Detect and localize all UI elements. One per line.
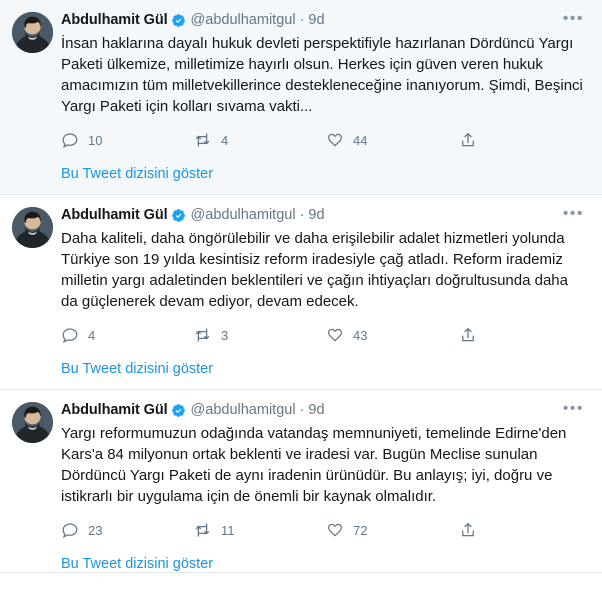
more-options-icon[interactable]: ••• <box>562 400 584 417</box>
user-handle[interactable]: @abdulhamitgul <box>190 402 296 418</box>
retweet-icon <box>193 521 212 539</box>
verified-badge-icon <box>171 208 186 223</box>
user-handle[interactable]: @abdulhamitgul <box>190 12 296 28</box>
like-count: 72 <box>353 522 368 538</box>
reply-count: 4 <box>88 327 96 343</box>
tweet-text: Yargı reformumuzun odağında vatandaş memnuniyeti, temelinde Edirne'den Kars'a 84 milyonun ortak beklenti ve iradesi var. Bugün Meclise sunulan Dördüncü Yargı Paketi de aynı iradenin ürünüdür. Bu anlayış; iyi, doğru ve istikrarlı bir uygulama için de önemli bir kaynak olmalıdır. <box>61 425 567 505</box>
separator: · <box>299 402 305 418</box>
avatar[interactable] <box>12 402 53 443</box>
heart-icon <box>326 326 344 344</box>
tweet-body <box>61 10 590 194</box>
more-options-icon[interactable]: ••• <box>562 205 584 222</box>
reply-count: 10 <box>88 132 103 148</box>
separator: · <box>299 207 305 223</box>
display-name[interactable]: Abdulhamit Gül <box>61 207 168 223</box>
reply-button[interactable] <box>61 324 193 346</box>
like-button[interactable] <box>326 519 459 541</box>
retweet-count: 11 <box>221 522 235 538</box>
reply-icon <box>61 131 79 149</box>
show-thread-link[interactable]: Bu Tweet dizisini göster <box>61 166 214 182</box>
like-count: 44 <box>353 132 368 148</box>
separator: · <box>299 12 305 28</box>
show-thread-link[interactable]: Bu Tweet dizisini göster <box>61 361 214 377</box>
avatar-column <box>12 400 61 572</box>
avatar[interactable] <box>12 207 53 248</box>
tweet-text: İnsan haklarına dayalı hukuk devleti perspektifiyle hazırlanan Dördüncü Yargı Paketi ülkemize, milletimize hayırlı olsun. Herkes için güven veren hukuk amacımızın tüm milletvekillerince destekleneceğine inanıyorum. Şimdi, Beşinci Yargı Paketi için kolları sıvama vakti... <box>61 35 583 115</box>
tweet-item[interactable] <box>0 195 602 390</box>
tweet-item[interactable] <box>0 0 602 195</box>
display-name[interactable]: Abdulhamit Gül <box>61 402 168 418</box>
retweet-icon <box>193 326 212 344</box>
verified-badge-icon <box>171 403 186 418</box>
tweet-actions <box>61 127 531 153</box>
display-name[interactable]: Abdulhamit Gül <box>61 12 168 28</box>
reply-button[interactable] <box>61 129 193 151</box>
tweet-item[interactable] <box>0 390 602 573</box>
retweet-count: 3 <box>221 327 229 343</box>
tweet-header <box>61 400 586 420</box>
share-button[interactable] <box>459 519 519 541</box>
retweet-count: 4 <box>221 132 229 148</box>
more-options-icon[interactable]: ••• <box>562 10 584 27</box>
timestamp[interactable]: 9d <box>308 402 325 418</box>
show-thread-link[interactable]: Bu Tweet dizisini göster <box>61 556 214 572</box>
tweet-actions <box>61 517 531 543</box>
heart-icon <box>326 131 344 149</box>
tweet-header <box>61 10 586 30</box>
tweet-header <box>61 205 586 225</box>
retweet-button[interactable] <box>193 129 326 151</box>
like-count: 43 <box>353 327 368 343</box>
tweet-body <box>61 400 590 572</box>
share-button[interactable] <box>459 324 519 346</box>
share-button[interactable] <box>459 129 519 151</box>
avatar-column <box>12 10 61 194</box>
retweet-icon <box>193 131 212 149</box>
tweet-body <box>61 205 590 389</box>
timestamp[interactable]: 9d <box>308 207 325 223</box>
tweet-actions <box>61 322 531 348</box>
reply-button[interactable] <box>61 519 193 541</box>
share-icon <box>459 131 477 149</box>
reply-icon <box>61 326 79 344</box>
timestamp[interactable]: 9d <box>308 12 325 28</box>
like-button[interactable] <box>326 129 459 151</box>
retweet-button[interactable] <box>193 324 326 346</box>
share-icon <box>459 521 477 539</box>
tweet-text: Daha kaliteli, daha öngörülebilir ve daha erişilebilir adalet hizmetleri yolunda Türkiye son 19 yılda kesintisiz reform iradesiyle çağ atladı. Reform irademiz milletin yargı adaletinden beklentileri ve çağın ihtiyaçları doğrultusunda daha da güçlenerek devam ediyor, devam edecek. <box>61 230 568 310</box>
verified-badge-icon <box>171 13 186 28</box>
share-icon <box>459 326 477 344</box>
retweet-button[interactable] <box>193 519 326 541</box>
avatar-column <box>12 205 61 389</box>
heart-icon <box>326 521 344 539</box>
user-handle[interactable]: @abdulhamitgul <box>190 207 296 223</box>
avatar[interactable] <box>12 12 53 53</box>
like-button[interactable] <box>326 324 459 346</box>
reply-count: 23 <box>88 522 103 538</box>
reply-icon <box>61 521 79 539</box>
